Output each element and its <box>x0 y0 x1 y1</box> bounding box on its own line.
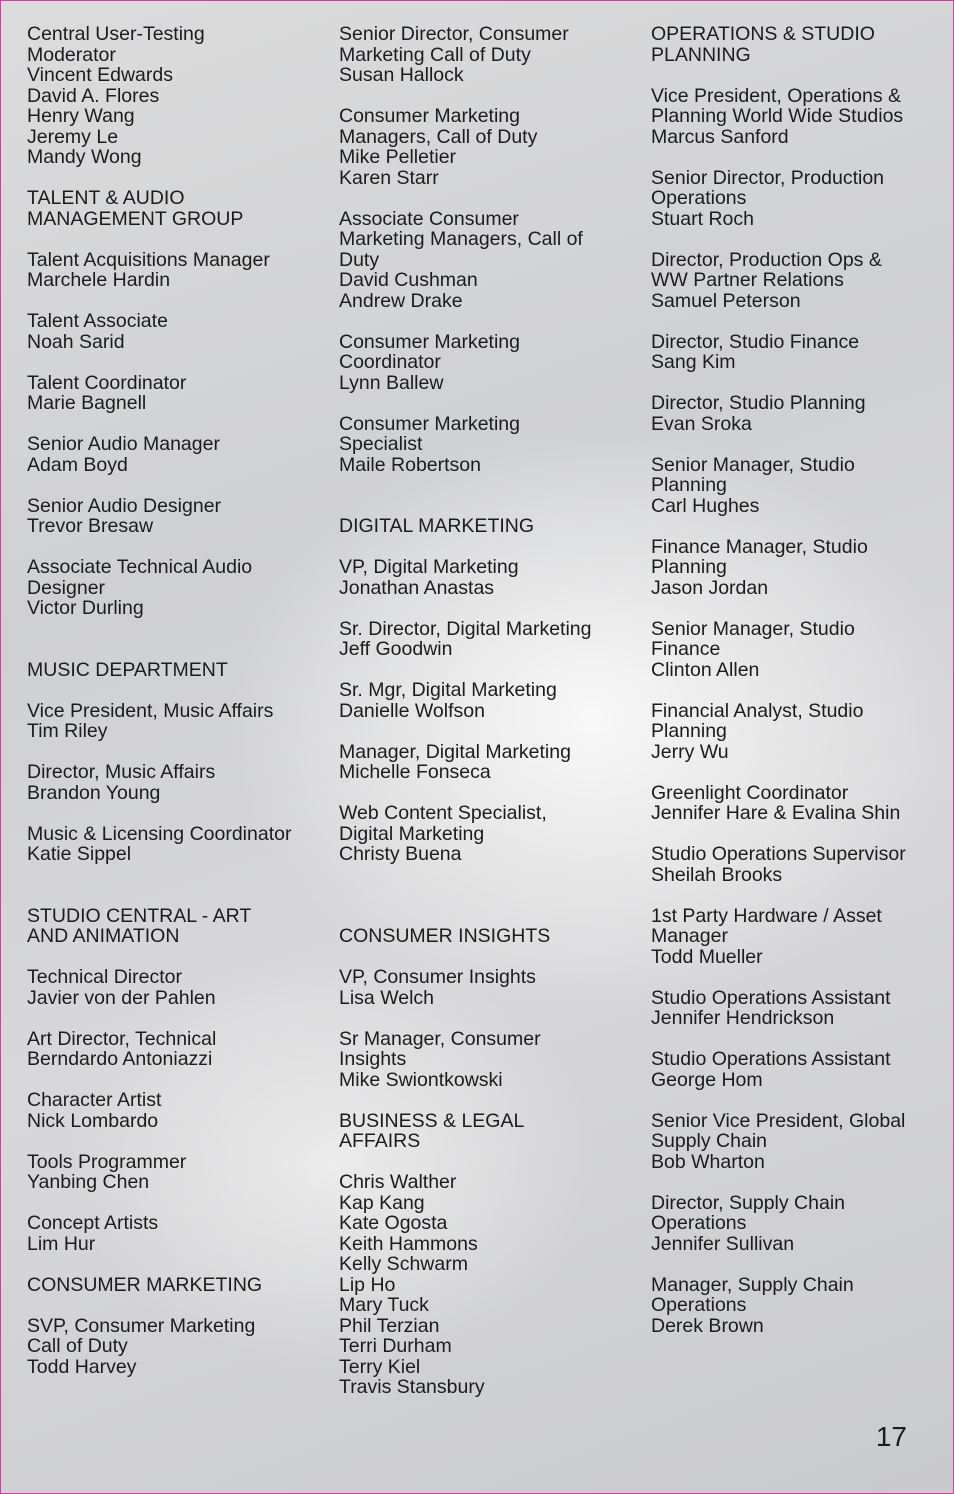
credit-title: Tools Programmer <box>27 1150 187 1173</box>
credit-title: Senior Director, Production <box>651 166 885 189</box>
credit-entry <box>27 1152 317 1193</box>
credit-entry <box>339 742 629 783</box>
credit-entry <box>27 311 317 352</box>
credit-line: Lip Ho <box>339 1273 396 1296</box>
credit-line: Carl Hughes <box>651 494 760 517</box>
credit-title: Greenlight Coordinator <box>651 781 849 804</box>
credit-title: BUSINESS & LEGAL <box>339 1109 525 1132</box>
credit-title: Central User-Testing <box>27 23 205 45</box>
credit-line: Jeremy Le <box>27 125 119 148</box>
credit-line: David A. Flores <box>27 84 160 107</box>
credit-entry <box>27 1029 317 1070</box>
credit-entry <box>27 557 317 619</box>
credit-line: Insights <box>339 1048 407 1070</box>
credit-line: Christy Buena <box>339 843 462 865</box>
credit-entry <box>651 455 941 517</box>
credit-title: Financial Analyst, Studio <box>651 699 864 722</box>
credit-title: Senior Manager, Studio <box>651 453 855 476</box>
credit-entry <box>27 1275 317 1296</box>
credit-line: Trevor Bresaw <box>27 515 154 537</box>
credit-line: Marketing Call of Duty <box>339 43 531 66</box>
credit-line: Lynn Ballew <box>339 371 444 394</box>
credit-line: Yanbing Chen <box>27 1171 150 1193</box>
credit-line: Manager <box>651 925 728 947</box>
credit-line: Victor Durling <box>27 597 144 619</box>
credit-line: Kelly Schwarm <box>339 1253 468 1275</box>
credit-line: George Hom <box>651 1068 763 1091</box>
credit-line: Jennifer Hendrickson <box>651 1007 835 1029</box>
credit-title: Web Content Specialist, <box>339 802 547 824</box>
credit-entry <box>651 988 941 1029</box>
credit-title: Studio Operations Assistant <box>651 986 891 1009</box>
credit-line: Noah Sarid <box>27 330 125 353</box>
credit-line: Evan Sroka <box>651 412 752 435</box>
credit-title: MUSIC DEPARTMENT <box>27 658 228 681</box>
credit-line: Terri Durham <box>339 1335 452 1357</box>
credit-line: Kap Kang <box>339 1191 425 1214</box>
credit-title: Manager, Digital Marketing <box>339 740 571 763</box>
credit-title: Associate Consumer <box>339 207 519 230</box>
credit-line: Jennifer Sullivan <box>651 1232 795 1255</box>
credit-line: Managers, Call of Duty <box>339 125 538 148</box>
credit-line: Todd Harvey <box>27 1355 137 1378</box>
credit-entry <box>339 414 629 476</box>
credit-line: Karen Starr <box>339 166 439 189</box>
credit-entry <box>27 1316 317 1378</box>
credit-line: Jeff Goodwin <box>339 638 453 660</box>
credit-entry <box>339 209 629 312</box>
credit-line: Duty <box>339 248 380 271</box>
credit-entry <box>651 1049 941 1090</box>
credit-line: Lisa Welch <box>339 986 435 1009</box>
credit-title: Manager, Supply Chain <box>651 1273 854 1296</box>
credit-title: Vice President, Operations & <box>651 84 902 107</box>
credit-line: Mike Pelletier <box>339 146 457 168</box>
credit-title: CONSUMER INSIGHTS <box>339 925 551 947</box>
credit-line: Jerry Wu <box>651 740 729 763</box>
credit-title: Finance Manager, Studio <box>651 535 868 558</box>
credit-title: Sr Manager, Consumer <box>339 1027 541 1050</box>
credit-title: Talent Associate <box>27 310 168 332</box>
credit-line: Keith Hammons <box>339 1232 478 1255</box>
credit-title: Senior Audio Designer <box>27 494 222 517</box>
credit-line: AFFAIRS <box>339 1130 421 1152</box>
credit-entry <box>651 250 941 312</box>
credits-column-1 <box>27 24 317 1377</box>
credit-line: Adam Boyd <box>27 453 128 476</box>
credit-entry <box>27 24 317 168</box>
credit-line: Moderator <box>27 43 116 66</box>
credit-line: Planning <box>651 474 727 496</box>
credit-entry <box>651 168 941 230</box>
credit-title: Senior Audio Manager <box>27 433 220 455</box>
credit-entry <box>339 619 629 660</box>
credit-line: Katie Sippel <box>27 843 132 865</box>
credit-line: Tim Riley <box>27 720 108 742</box>
credit-title: Senior Director, Consumer <box>339 23 569 45</box>
credit-title: Director, Studio Finance <box>651 330 860 353</box>
credit-line: Michelle Fonseca <box>339 761 491 783</box>
credit-title: Senior Vice President, Global <box>651 1109 906 1132</box>
credit-entry <box>27 660 317 681</box>
credit-title: Talent Coordinator <box>27 371 187 394</box>
credit-entry <box>651 537 941 599</box>
credit-entry <box>651 701 941 763</box>
credit-line: Stuart Roch <box>651 207 754 230</box>
credit-title: Director, Studio Planning <box>651 392 866 414</box>
credit-title: Associate Technical Audio <box>27 556 253 578</box>
credit-entry <box>27 188 317 229</box>
credit-line: Phil Terzian <box>339 1314 440 1337</box>
credit-title: VP, Consumer Insights <box>339 966 536 988</box>
credit-title: Consumer Marketing <box>339 412 520 435</box>
credit-title: Senior Manager, Studio <box>651 617 855 640</box>
credit-line: Finance <box>651 638 721 660</box>
credit-entry <box>339 1172 629 1398</box>
credit-entry <box>651 24 941 65</box>
credit-entry <box>27 434 317 475</box>
credit-title: Studio Operations Assistant <box>651 1048 891 1070</box>
credit-line: Henry Wang <box>27 105 135 127</box>
credit-line: Danielle Wolfson <box>339 699 485 722</box>
credit-entry <box>651 1111 941 1173</box>
credit-line: Specialist <box>339 433 423 455</box>
credit-title: Director, Music Affairs <box>27 761 216 783</box>
credit-entry <box>651 783 941 824</box>
credit-line: Designer <box>27 576 106 599</box>
credit-title: Studio Operations Supervisor <box>651 843 906 865</box>
credit-title: Sr. Director, Digital Marketing <box>339 617 592 640</box>
credit-line: Lim Hur <box>27 1232 96 1255</box>
credit-line: Maile Robertson <box>339 453 481 476</box>
credit-entry <box>339 516 629 537</box>
credits-column-2 <box>339 24 629 1398</box>
credit-line: PLANNING <box>651 43 751 66</box>
credit-line: Berndardo Antoniazzi <box>27 1048 213 1070</box>
credit-line: Derek Brown <box>651 1314 764 1337</box>
credit-entry <box>27 906 317 947</box>
credit-line: Mike Swiontkowski <box>339 1068 503 1091</box>
credit-title: Consumer Marketing <box>339 105 520 127</box>
credit-line: Marcus Sanford <box>651 125 789 148</box>
credit-entry <box>27 1090 317 1131</box>
credit-title: CONSUMER MARKETING <box>27 1273 263 1296</box>
credit-line: Operations <box>651 1212 747 1234</box>
credit-line: Andrew Drake <box>339 289 463 312</box>
credit-line: Sheilah Brooks <box>651 863 783 886</box>
credit-entry <box>651 393 941 434</box>
credit-entry <box>27 1213 317 1254</box>
credit-line: Planning <box>651 556 727 578</box>
credit-line: Vincent Edwards <box>27 64 173 86</box>
credit-line: Jason Jordan <box>651 576 769 599</box>
credit-title: 1st Party Hardware / Asset <box>651 904 882 927</box>
credit-line: Todd Mueller <box>651 945 763 968</box>
credits-column-3 <box>651 24 941 1336</box>
credit-title: Concept Artists <box>27 1212 159 1234</box>
credit-title: Music & Licensing Coordinator <box>27 822 292 845</box>
credit-entry <box>339 1111 629 1152</box>
credit-entry <box>651 844 941 885</box>
credit-line: Planning <box>651 720 727 742</box>
credit-entry <box>651 906 941 968</box>
credit-line: David Cushman <box>339 269 478 291</box>
credit-line: Nick Lombardo <box>27 1109 159 1132</box>
credit-line: Marie Bagnell <box>27 392 147 414</box>
credit-title: Talent Acquisitions Manager <box>27 248 270 271</box>
credit-entry <box>651 1275 941 1337</box>
credit-entry <box>651 86 941 148</box>
credit-title: VP, Digital Marketing <box>339 556 519 578</box>
credit-line: Susan Hallock <box>339 64 464 86</box>
credit-entry <box>339 1029 629 1091</box>
credit-line: Jennifer Hare & Evalina Shin <box>651 802 901 824</box>
credit-line: Sang Kim <box>651 351 736 373</box>
credit-entry <box>651 332 941 373</box>
credit-line: Clinton Allen <box>651 658 760 681</box>
credit-line: Operations <box>651 187 747 209</box>
credit-entry <box>339 926 629 947</box>
credit-line: Marchele Hardin <box>27 269 171 291</box>
credit-title: Consumer Marketing <box>339 330 520 353</box>
credit-entry <box>651 619 941 681</box>
credit-entry <box>339 24 629 86</box>
credit-entry <box>27 373 317 414</box>
credit-title: SVP, Consumer Marketing <box>27 1314 256 1337</box>
credit-entry <box>27 701 317 742</box>
credit-title: DIGITAL MARKETING <box>339 515 535 537</box>
credit-line: MANAGEMENT GROUP <box>27 207 244 230</box>
credit-entry <box>27 762 317 803</box>
credit-line: Call of Duty <box>27 1335 128 1357</box>
credit-title: STUDIO CENTRAL - ART <box>27 904 252 927</box>
credit-line: Planning World Wide Studios <box>651 105 904 127</box>
credit-line: AND ANIMATION <box>27 925 180 947</box>
credit-title: Director, Production Ops & <box>651 248 882 271</box>
credit-title: TALENT & AUDIO <box>27 187 185 209</box>
credit-line: Mandy Wong <box>27 146 142 168</box>
credit-title: Character Artist <box>27 1089 162 1111</box>
credit-line: Travis Stansbury <box>339 1376 485 1398</box>
credit-entry <box>339 680 629 721</box>
credit-line: Kate Ogosta <box>339 1212 448 1234</box>
credit-entry <box>339 967 629 1008</box>
credit-line: Terry Kiel <box>339 1355 421 1378</box>
credit-line: Brandon Young <box>27 781 161 804</box>
credit-entry <box>27 967 317 1008</box>
credit-line: Supply Chain <box>651 1130 767 1152</box>
credit-entry <box>27 824 317 865</box>
credit-line: Bob Wharton <box>651 1150 765 1173</box>
credit-entry <box>339 557 629 598</box>
credit-entry <box>339 332 629 394</box>
credit-line: Coordinator <box>339 351 441 373</box>
credit-entry <box>27 250 317 291</box>
credit-title: Art Director, Technical <box>27 1027 217 1050</box>
credit-title: Chris Walther <box>339 1171 457 1193</box>
credit-title: Sr. Mgr, Digital Marketing <box>339 679 557 701</box>
credit-entry <box>339 106 629 188</box>
page-number: 17 <box>875 1421 907 1452</box>
credit-title: Technical Director <box>27 966 182 988</box>
credit-line: Digital Marketing <box>339 822 485 845</box>
credit-entry <box>27 496 317 537</box>
credit-entry <box>651 1193 941 1255</box>
credit-line: Samuel Peterson <box>651 289 801 312</box>
credit-title: Director, Supply Chain <box>651 1191 846 1214</box>
credit-line: Marketing Managers, Call of <box>339 228 583 250</box>
credit-entry <box>339 803 629 865</box>
credit-title: Vice President, Music Affairs <box>27 699 274 722</box>
credit-line: Jonathan Anastas <box>339 576 495 599</box>
credit-title: OPERATIONS & STUDIO <box>651 23 875 45</box>
credit-line: Operations <box>651 1294 747 1316</box>
credit-line: Javier von der Pahlen <box>27 986 216 1009</box>
credit-line: Mary Tuck <box>339 1294 429 1316</box>
credit-line: WW Partner Relations <box>651 269 844 291</box>
